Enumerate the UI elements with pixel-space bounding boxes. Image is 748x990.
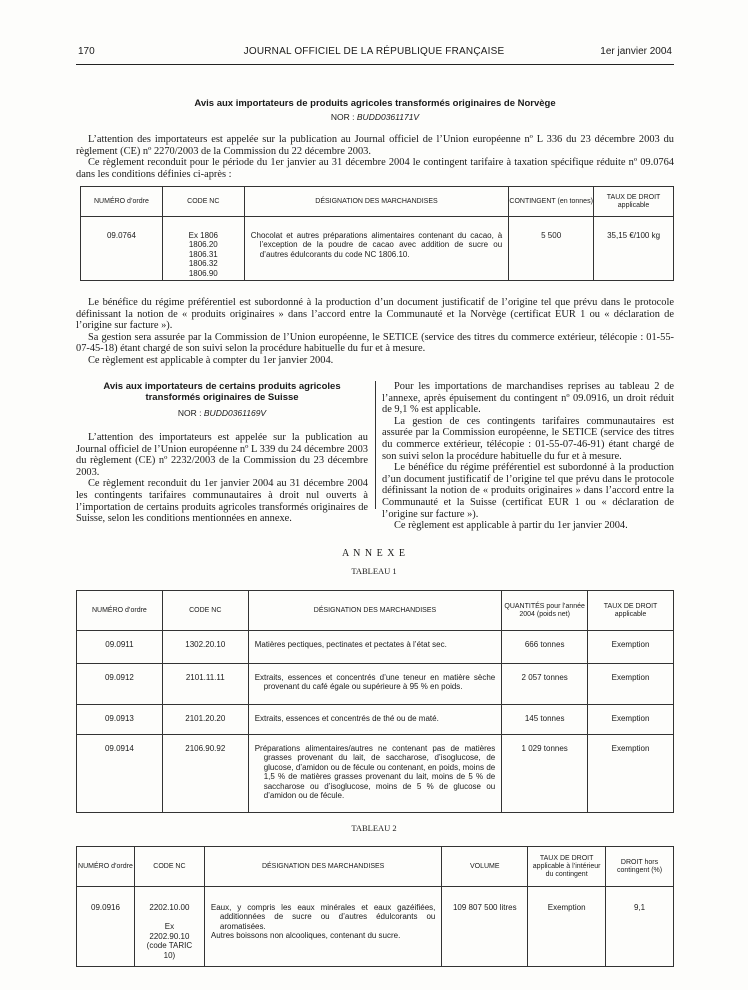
cell-designation: Eaux, y compris les eaux minérales et eaux gazéifiées, additionnées de sucre ou d’autres édulcorants ou aromatisées. Autres boissons non alcooliques, contenant du sucre. (204, 887, 441, 967)
cell-designation: Extraits, essences et concentrés d’une teneur en matière sèche provenant du café égale ou supérieure à 95 % en poids. (248, 664, 502, 705)
cell-quantite: 145 tonnes (502, 705, 588, 735)
table-row (81, 217, 674, 281)
col-header-designation: DÉSIGNATION DES MARCHANDISES (248, 591, 502, 631)
nor-label: NOR : (330, 112, 355, 122)
notice-norway-nor (76, 112, 674, 122)
notice-swiss-right-para4: Ce règlement est applicable à partir du 1er janvier 2004. (394, 520, 628, 532)
notice-swiss-right-para1: Pour les importations de marchandises reprises au tableau 2 de l’annexe, après épuisement du contingent nº 09.0916, un droit réduit de 9,1 % est applicable. (382, 381, 674, 416)
table-row (77, 735, 674, 813)
cell-designation: Préparations alimentaires/autres ne contenant pas de matières grasses provenant du lait, de saccharose, d’isoglucose, de glucose, d’amidon ou de fécule ou contenant, en poids, moins de 1,5 % de matières grasses provenant du lait, moins de 5 % de saccharose ou d’isoglucose, moins de 5 % de glucose ou d’amidon ou de fécule. (248, 735, 502, 813)
table-row (77, 631, 674, 664)
notice-norway-para4: Sa gestion sera assurée par la Commission de l’Union européenne, le SETICE (service des titres du commerce extérieur, télécopie : 01-55-07-45-18) étant chargé de son suivi selon la procédure habituelle du fur et à mesure. (76, 331, 674, 355)
header-rule (76, 64, 674, 65)
nor-code: BUDD0361171V (356, 112, 420, 122)
table-row (77, 705, 674, 735)
nor-code: BUDD0361169V (203, 408, 267, 418)
cell-designation: Chocolat et autres préparations alimentaires contenant du cacao, à l’exception de la poudre de cacao avec addition de sucre ou d’autres édulcorants du code NC 1806.10. (244, 217, 508, 281)
col-header-taux: TAUX DE DROIT applicable (594, 187, 674, 217)
cell-codes: 2202.10.00 Ex 2202.90.10 (code TARIC 10) (134, 887, 204, 967)
cell-quantite: 1 029 tonnes (502, 735, 588, 813)
notice-swiss-title-line1: Avis aux importateurs de certains produits agricoles (103, 381, 341, 392)
table-annexe-2 (76, 846, 674, 967)
cell-taux: 35,15 €/100 kg (594, 217, 674, 281)
notice-norway-title: Avis aux importateurs de produits agricoles transformés originaires de Norvège (194, 98, 556, 109)
cell-quantite: 666 tonnes (502, 631, 588, 664)
notice-swiss-left-para2: Ce règlement reconduit du 1er janvier 2004 au 31 décembre 2004 les contingents tarifaires communautaires à droit nul ouverts à l’importation de certains produits agricoles transformés originaires de Suisse, selon les conditions mentionnées en annexe. (76, 478, 368, 525)
col-header-volume: VOLUME (442, 847, 528, 887)
table1-title: TABLEAU 1 (351, 566, 397, 576)
notice-swiss-right-column (382, 381, 674, 532)
cell-code: 2101.11.11 (162, 664, 248, 705)
cell-taux: Exemption (528, 887, 606, 967)
col-header-numero: NUMÉRO d’ordre (77, 847, 135, 887)
notice-norway-para1: L’attention des importateurs est appelée sur la publication au Journal officiel de l’Union européenne nº L 336 du 23 décembre 2003 du règlement (CE) nº 2270/2003 de la Commission du 22 décembre 2003. (76, 134, 674, 157)
issue-date: 1er janvier 2004 (600, 46, 672, 57)
cell-taux: Exemption (588, 631, 674, 664)
col-header-quantites: QUANTITÉS pour l’année 2004 (poids net) (502, 591, 588, 631)
cell-numero: 09.0914 (77, 735, 163, 813)
notice-swiss-left-para1: L’attention des importateurs est appelée sur la publication au Journal officiel de l’Union européenne nº L 339 du 24 décembre 2003 du règlement (CE) nº 2232/2003 de la Commission du 23 décembre 2003. (76, 432, 368, 478)
table-norway (80, 186, 674, 281)
notice-norway-intro (76, 134, 674, 180)
notice-norway (76, 98, 674, 122)
notice-swiss-heading (76, 381, 368, 418)
notice-swiss-title-line2: transformés originaires de Suisse (145, 392, 299, 403)
table-row (77, 664, 674, 705)
cell-code: 2101.20.20 (162, 705, 248, 735)
col-header-taux: TAUX DE DROIT applicable (588, 591, 674, 631)
col-header-code: CODE NC (134, 847, 204, 887)
notice-norway-para3: Le bénéfice du régime préférentiel est subordonné à la production d’un document justificatif de l’origine tel que prévu dans le protocole définissant la notion de « produits originaires » dans l’accord entre la Communauté et la Norvège (certificat EUR 1 ou « déclaration de l’origine sur facture »). (76, 297, 674, 332)
notice-swiss-left-column (76, 432, 368, 525)
col-header-taux-interieur: TAUX DE DROIT applicable à l’intérieur du contingent (528, 847, 606, 887)
annexe-title: A N N E X E (341, 548, 407, 559)
cell-taux: Exemption (588, 705, 674, 735)
cell-droit: 9,1 (606, 887, 674, 967)
cell-numero: 09.0913 (77, 705, 163, 735)
notice-swiss-right-para2: La gestion de ces contingents tarifaires communautaires est assurée par la Commission européenne, le SETICE (service des titres du commerce extérieur, télécopie : 01-55-07-46-91) étant chargé de son suivi selon la procédure habituelle du fur et à mesure. (382, 415, 674, 462)
column-divider (375, 381, 376, 509)
col-header-designation: DÉSIGNATION DES MARCHANDISES (204, 847, 441, 887)
notice-norway-para5: Ce règlement est applicable à compter du 1er janvier 2004. (88, 354, 334, 366)
col-header-code: CODE NC (162, 591, 248, 631)
cell-numero: 09.0911 (77, 631, 163, 664)
col-header-contingent: CONTINGENT (en tonnes) (509, 187, 594, 217)
cell-designation: Matières pectiques, pectinates et pectates à l’état sec. (248, 631, 502, 664)
page-number: 170 (78, 46, 95, 57)
notice-norway-closing (76, 297, 674, 367)
col-header-code: CODE NC (162, 187, 244, 217)
cell-taux: Exemption (588, 664, 674, 705)
cell-volume: 109 807 500 litres (442, 887, 528, 967)
table2-title: TABLEAU 2 (351, 823, 397, 833)
col-header-designation: DÉSIGNATION DES MARCHANDISES (244, 187, 508, 217)
cell-contingent: 5 500 (509, 217, 594, 281)
cell-numero: 09.0916 (77, 887, 135, 967)
cell-quantite: 2 057 tonnes (502, 664, 588, 705)
notice-norway-para2: Ce règlement reconduit pour le période du 1er janvier au 31 décembre 2004 le contingent tarifaire à taxation spécifique réduite nº 09.0764 dans les conditions définies ci-après : (76, 157, 674, 180)
col-header-droit-hors: DROIT hors contingent (%) (606, 847, 674, 887)
notice-swiss-nor: NOR : BUDD0361169V (177, 408, 267, 418)
col-header-numero: NUMÉRO d’ordre (77, 591, 163, 631)
cell-code: 1302.20.10 (162, 631, 248, 664)
cell-code: 2106.90.92 (162, 735, 248, 813)
table-annexe-1 (76, 590, 674, 813)
notice-swiss-right-para3: Le bénéfice du régime préférentiel est subordonné à la production d’un document justificatif de l’origine tel que prévu dans le protocole définissant la notion de « produits originaires » dans l’accord entre la Communauté et la Suisse (certificat EUR 1 ou « déclaration de l’origine sur facture »). (382, 462, 674, 520)
cell-designation: Extraits, essences et concentrés de thé ou de maté. (248, 705, 502, 735)
journal-title: JOURNAL OFFICIEL DE LA RÉPUBLIQUE FRANÇAISE (243, 46, 505, 57)
cell-numero: 09.0912 (77, 664, 163, 705)
cell-codes: Ex 1806 1806.20 1806.31 1806.32 1806.90 (162, 217, 244, 281)
col-header-numero: NUMÉRO d’ordre (81, 187, 163, 217)
table-row (77, 887, 674, 967)
cell-taux: Exemption (588, 735, 674, 813)
cell-numero: 09.0764 (81, 217, 163, 281)
